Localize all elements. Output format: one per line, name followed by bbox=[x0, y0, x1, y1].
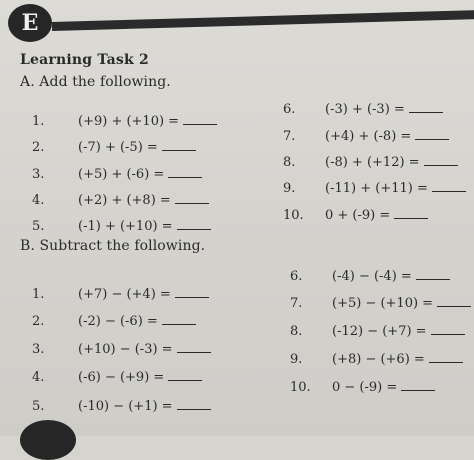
problem-number: 2. bbox=[32, 314, 45, 329]
problem-expression: (+8) − (+6) = bbox=[332, 352, 425, 367]
problem-number: 4. bbox=[32, 370, 45, 385]
section-b-heading: B. Subtract the following. bbox=[20, 238, 206, 254]
problem-number: 2. bbox=[32, 140, 45, 155]
answer-blank[interactable] bbox=[162, 139, 196, 151]
problem-expression: (-1) + (+10) = bbox=[78, 219, 173, 234]
problem-a-9 bbox=[283, 180, 466, 196]
problem-number: 6. bbox=[283, 102, 296, 117]
answer-blank[interactable] bbox=[177, 218, 211, 230]
section-a-heading: A. Add the following. bbox=[20, 74, 171, 90]
problem-number: 5. bbox=[32, 219, 45, 234]
answer-blank[interactable] bbox=[168, 166, 202, 178]
problem-number: 7. bbox=[283, 129, 296, 144]
problem-b-6 bbox=[290, 268, 450, 284]
problem-expression: (-4) − (-4) = bbox=[332, 269, 412, 284]
problem-expression: (-11) + (+11) = bbox=[325, 181, 428, 196]
problem-a-7 bbox=[283, 128, 449, 144]
problem-number: 5. bbox=[32, 399, 45, 414]
problem-a-4 bbox=[32, 192, 209, 208]
problem-expression: (-8) + (+12) = bbox=[325, 155, 420, 170]
problem-expression: (+4) + (-8) = bbox=[325, 129, 412, 144]
problem-expression: (-3) + (-3) = bbox=[325, 102, 405, 117]
answer-blank[interactable] bbox=[162, 313, 196, 325]
problem-expression: (+7) − (+4) = bbox=[78, 287, 171, 302]
answer-blank[interactable] bbox=[429, 351, 463, 363]
problem-a-10 bbox=[283, 207, 428, 223]
problem-number: 1. bbox=[32, 287, 45, 302]
problem-number: 4. bbox=[32, 193, 45, 208]
problem-number: 3. bbox=[32, 167, 45, 182]
badge-letter: E bbox=[21, 10, 39, 36]
problem-expression: (+5) − (+10) = bbox=[332, 296, 434, 311]
problem-number: 10. bbox=[290, 380, 311, 395]
problem-b-3 bbox=[32, 341, 211, 357]
answer-blank[interactable] bbox=[416, 268, 450, 280]
task-title: Learning Task 2 bbox=[20, 52, 149, 68]
problem-b-4 bbox=[32, 369, 202, 385]
answer-blank[interactable] bbox=[431, 323, 465, 335]
next-section-badge bbox=[20, 420, 76, 460]
answer-blank[interactable] bbox=[409, 101, 443, 113]
problem-expression: (+2) + (+8) = bbox=[78, 193, 171, 208]
header-rule bbox=[52, 10, 474, 31]
problem-a-3 bbox=[32, 166, 202, 182]
problem-a-6 bbox=[283, 101, 443, 117]
answer-blank[interactable] bbox=[432, 180, 466, 192]
problem-b-5 bbox=[32, 398, 211, 414]
problem-expression: (-6) − (+9) = bbox=[78, 370, 165, 385]
problem-b-7 bbox=[290, 295, 471, 311]
problem-expression: 0 − (-9) = bbox=[332, 380, 398, 395]
problem-number: 1. bbox=[32, 114, 45, 129]
problem-b-9 bbox=[290, 351, 463, 367]
problem-number: 8. bbox=[290, 324, 303, 339]
problem-expression: 0 + (-9) = bbox=[325, 208, 391, 223]
problem-number: 7. bbox=[290, 296, 303, 311]
problem-expression: (-12) − (+7) = bbox=[332, 324, 427, 339]
answer-blank[interactable] bbox=[394, 207, 428, 219]
problem-number: 3. bbox=[32, 342, 45, 357]
answer-blank[interactable] bbox=[177, 398, 211, 410]
answer-blank[interactable] bbox=[401, 379, 435, 391]
answer-blank[interactable] bbox=[415, 128, 449, 140]
answer-blank[interactable] bbox=[177, 341, 211, 353]
problem-number: 9. bbox=[283, 181, 296, 196]
answer-blank[interactable] bbox=[168, 369, 202, 381]
problem-a-5 bbox=[32, 218, 211, 234]
problem-expression: (+10) − (-3) = bbox=[78, 342, 173, 357]
problem-expression: (-7) + (-5) = bbox=[78, 140, 158, 155]
section-badge bbox=[8, 4, 52, 42]
problem-b-1 bbox=[32, 286, 209, 302]
problem-a-2 bbox=[32, 139, 196, 155]
problem-expression: (-2) − (-6) = bbox=[78, 314, 158, 329]
problem-a-8 bbox=[283, 154, 458, 170]
answer-blank[interactable] bbox=[437, 295, 471, 307]
answer-blank[interactable] bbox=[424, 154, 458, 166]
answer-blank[interactable] bbox=[175, 286, 209, 298]
problem-number: 10. bbox=[283, 208, 304, 223]
problem-expression: (+9) + (+10) = bbox=[78, 114, 180, 129]
problem-a-1 bbox=[32, 113, 217, 129]
problem-expression: (-10) − (+1) = bbox=[78, 399, 173, 414]
problem-b-2 bbox=[32, 313, 196, 329]
problem-expression: (+5) + (-6) = bbox=[78, 167, 165, 182]
answer-blank[interactable] bbox=[175, 192, 209, 204]
answer-blank[interactable] bbox=[183, 113, 217, 125]
problem-number: 8. bbox=[283, 155, 296, 170]
problem-number: 6. bbox=[290, 269, 303, 284]
problem-b-8 bbox=[290, 323, 465, 339]
problem-number: 9. bbox=[290, 352, 303, 367]
problem-b-10 bbox=[290, 379, 435, 395]
